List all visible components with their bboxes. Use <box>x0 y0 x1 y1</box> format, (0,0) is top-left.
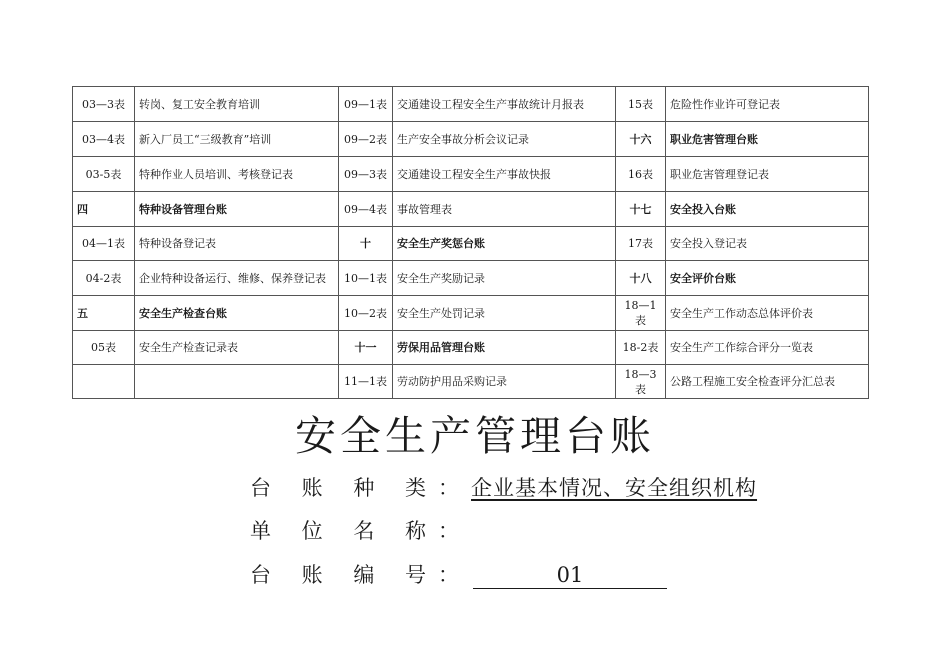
table-cell-name: 特种作业人员培训、考核登记表 <box>135 157 339 192</box>
table-cell-code: 17表 <box>616 227 666 261</box>
table-cell-name <box>135 365 339 399</box>
table-row <box>73 87 869 122</box>
table-cell-name: 劳动防护用品采购记录 <box>393 365 616 399</box>
table-row <box>73 157 869 192</box>
table-cell-code: 03—3表 <box>73 87 135 122</box>
table-cell-name: 交通建设工程安全生产事故统计月报表 <box>393 87 616 122</box>
table-cell-code: 18-2表 <box>616 331 666 365</box>
table-row <box>73 227 869 261</box>
table-cell-name: 特种设备登记表 <box>135 227 339 261</box>
table-cell-code: 15表 <box>616 87 666 122</box>
table-cell-name: 特种设备管理台账 <box>135 192 339 227</box>
table-cell-name: 安全生产奖励记录 <box>393 261 616 296</box>
table-cell-code: 11—1表 <box>339 365 393 399</box>
table-cell-code: 09—2表 <box>339 122 393 157</box>
table-row <box>73 261 869 296</box>
table-cell-name: 交通建设工程安全生产事故快报 <box>393 157 616 192</box>
ledger-number-field <box>250 560 667 590</box>
table-cell-code: 10—1表 <box>339 261 393 296</box>
table-cell-name: 安全生产工作综合评分一览表 <box>666 331 869 365</box>
ledger-category-field <box>250 473 757 503</box>
table-cell-code <box>73 365 135 399</box>
table-cell-code: 四 <box>73 192 135 227</box>
table-cell-code: 10—2表 <box>339 296 393 331</box>
table-cell-code: 五 <box>73 296 135 331</box>
table-cell-name: 企业特种设备运行、维修、保养登记表 <box>135 261 339 296</box>
table-cell-name: 安全生产检查记录表 <box>135 331 339 365</box>
table-cell-name: 新入厂员工“三级教育”培训 <box>135 122 339 157</box>
table-cell-code: 16表 <box>616 157 666 192</box>
table-cell-code: 十八 <box>616 261 666 296</box>
table-cell-name: 劳保用品管理台账 <box>393 331 616 365</box>
document-title: 安全生产管理台账 <box>295 412 655 460</box>
table-cell-code: 04—1表 <box>73 227 135 261</box>
table-cell-code: 18—3表 <box>616 365 666 399</box>
table-cell-name: 危险性作业许可登记表 <box>666 87 869 122</box>
table-row <box>73 192 869 227</box>
table-row <box>73 331 869 365</box>
table-cell-code: 03-5表 <box>73 157 135 192</box>
table-cell-name: 安全生产奖惩台账 <box>393 227 616 261</box>
table-cell-name: 安全生产检查台账 <box>135 296 339 331</box>
table-row <box>73 122 869 157</box>
table-cell-code: 十六 <box>616 122 666 157</box>
table-row <box>73 296 869 331</box>
ledger-number-label: 台 账 编 号： <box>250 563 472 587</box>
table-cell-code: 18—1表 <box>616 296 666 331</box>
unit-name-field <box>250 516 471 546</box>
ledger-index-table <box>72 86 869 399</box>
table-cell-name: 职业危害管理台账 <box>666 122 869 157</box>
table-cell-name: 安全投入台账 <box>666 192 869 227</box>
table-cell-code: 十 <box>339 227 393 261</box>
table-cell-name: 职业危害管理登记表 <box>666 157 869 192</box>
table-cell-name: 安全生产处罚记录 <box>393 296 616 331</box>
unit-name-label: 单 位 名 称： <box>250 519 472 543</box>
table-cell-name: 安全生产工作动态总体评价表 <box>666 296 869 331</box>
table-cell-name: 转岗、复工安全教育培训 <box>135 87 339 122</box>
table-cell-name: 生产安全事故分析会议记录 <box>393 122 616 157</box>
table-cell-code: 十一 <box>339 331 393 365</box>
table-cell-name: 安全评价台账 <box>666 261 869 296</box>
table-cell-name: 安全投入登记表 <box>666 227 869 261</box>
ledger-category-value: 企业基本情况、安全组织机构 <box>471 476 758 500</box>
table-cell-code: 09—1表 <box>339 87 393 122</box>
ledger-number-value: 01 <box>473 562 667 589</box>
table-cell-code: 04-2表 <box>73 261 135 296</box>
table-cell-code: 09—4表 <box>339 192 393 227</box>
table-cell-code: 05表 <box>73 331 135 365</box>
table-cell-code: 03—4表 <box>73 122 135 157</box>
table-row <box>73 365 869 399</box>
table-cell-name: 事故管理表 <box>393 192 616 227</box>
table-cell-code: 十七 <box>616 192 666 227</box>
table-cell-code: 09—3表 <box>339 157 393 192</box>
table-cell-name: 公路工程施工安全检查评分汇总表 <box>666 365 869 399</box>
ledger-category-label: 台 账 种 类： <box>250 476 472 500</box>
